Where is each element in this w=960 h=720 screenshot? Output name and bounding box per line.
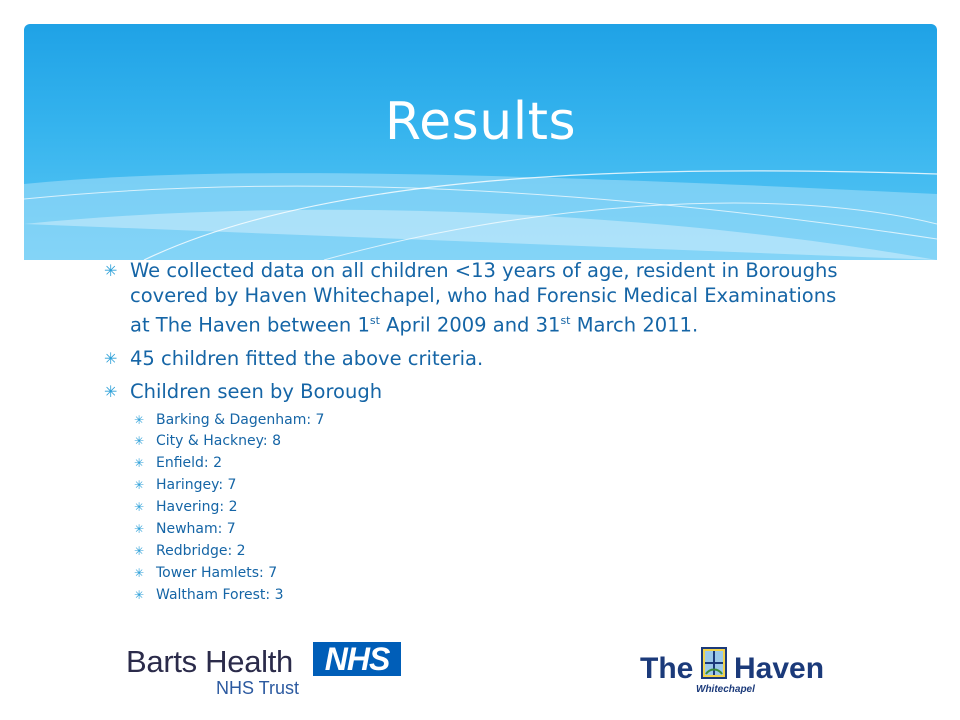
bullet-icon: ✳ <box>104 348 118 368</box>
barts-health-wordmark: Barts Health <box>126 644 293 679</box>
the-haven-logo <box>640 646 840 704</box>
haven-the-text: The <box>640 652 694 685</box>
borough-list <box>134 412 844 604</box>
haven-name-text: Haven <box>734 652 825 685</box>
list-item: ✳ Barking & Dagenham: 7 <box>134 411 325 428</box>
bullet-icon: ✳ <box>134 434 145 449</box>
bullet-icon: ✳ <box>134 521 145 536</box>
bullet-icon: ✳ <box>134 500 145 515</box>
list-item: ✳ Enfield: 2 <box>134 455 223 472</box>
bullet-icon: ✳ <box>134 565 145 580</box>
list-item: ✳ Tower Hamlets: 7 <box>134 564 278 581</box>
list-item: ✳ Havering: 2 <box>134 499 238 516</box>
haven-emblem-icon <box>698 646 730 682</box>
bullet-icon: ✳ <box>134 478 145 493</box>
bullet-icon: ✳ <box>134 543 145 558</box>
list-item: ✳ Redbridge: 2 <box>134 542 246 559</box>
list-item: ✳ 45 children fitted the above criteria. <box>104 346 484 370</box>
bullet-list <box>104 258 844 609</box>
list-item: ✳ Children seen by Borough <box>104 379 383 403</box>
barts-health-logo <box>120 638 410 702</box>
list-item: ✳ We collected data on all children <13 years of age, resident in Boroughs covered by Haven Whitechapel, who had Forensic Medical Examinations at The Haven between 1st April 2009 and 31st March 2011. <box>104 259 838 337</box>
bullet-icon: ✳ <box>134 456 145 471</box>
bullet-icon: ✳ <box>134 587 145 602</box>
haven-sub-text: Whitechapel <box>696 684 755 695</box>
bullet-icon: ✳ <box>104 261 118 280</box>
nhs-trust-label: NHS Trust <box>216 678 300 698</box>
list-item: ✳ City & Hackney: 8 <box>134 433 281 450</box>
bullet-icon: ✳ <box>134 412 145 427</box>
nhs-logo: NHS <box>313 642 401 676</box>
title-banner <box>24 24 937 260</box>
list-item: ✳ Newham: 7 <box>134 520 236 537</box>
list-item: ✳ Waltham Forest: 3 <box>134 586 284 603</box>
bullet-icon: ✳ <box>104 381 118 401</box>
slide-title: Results <box>384 92 577 152</box>
list-item: ✳ Haringey: 7 <box>134 477 237 494</box>
